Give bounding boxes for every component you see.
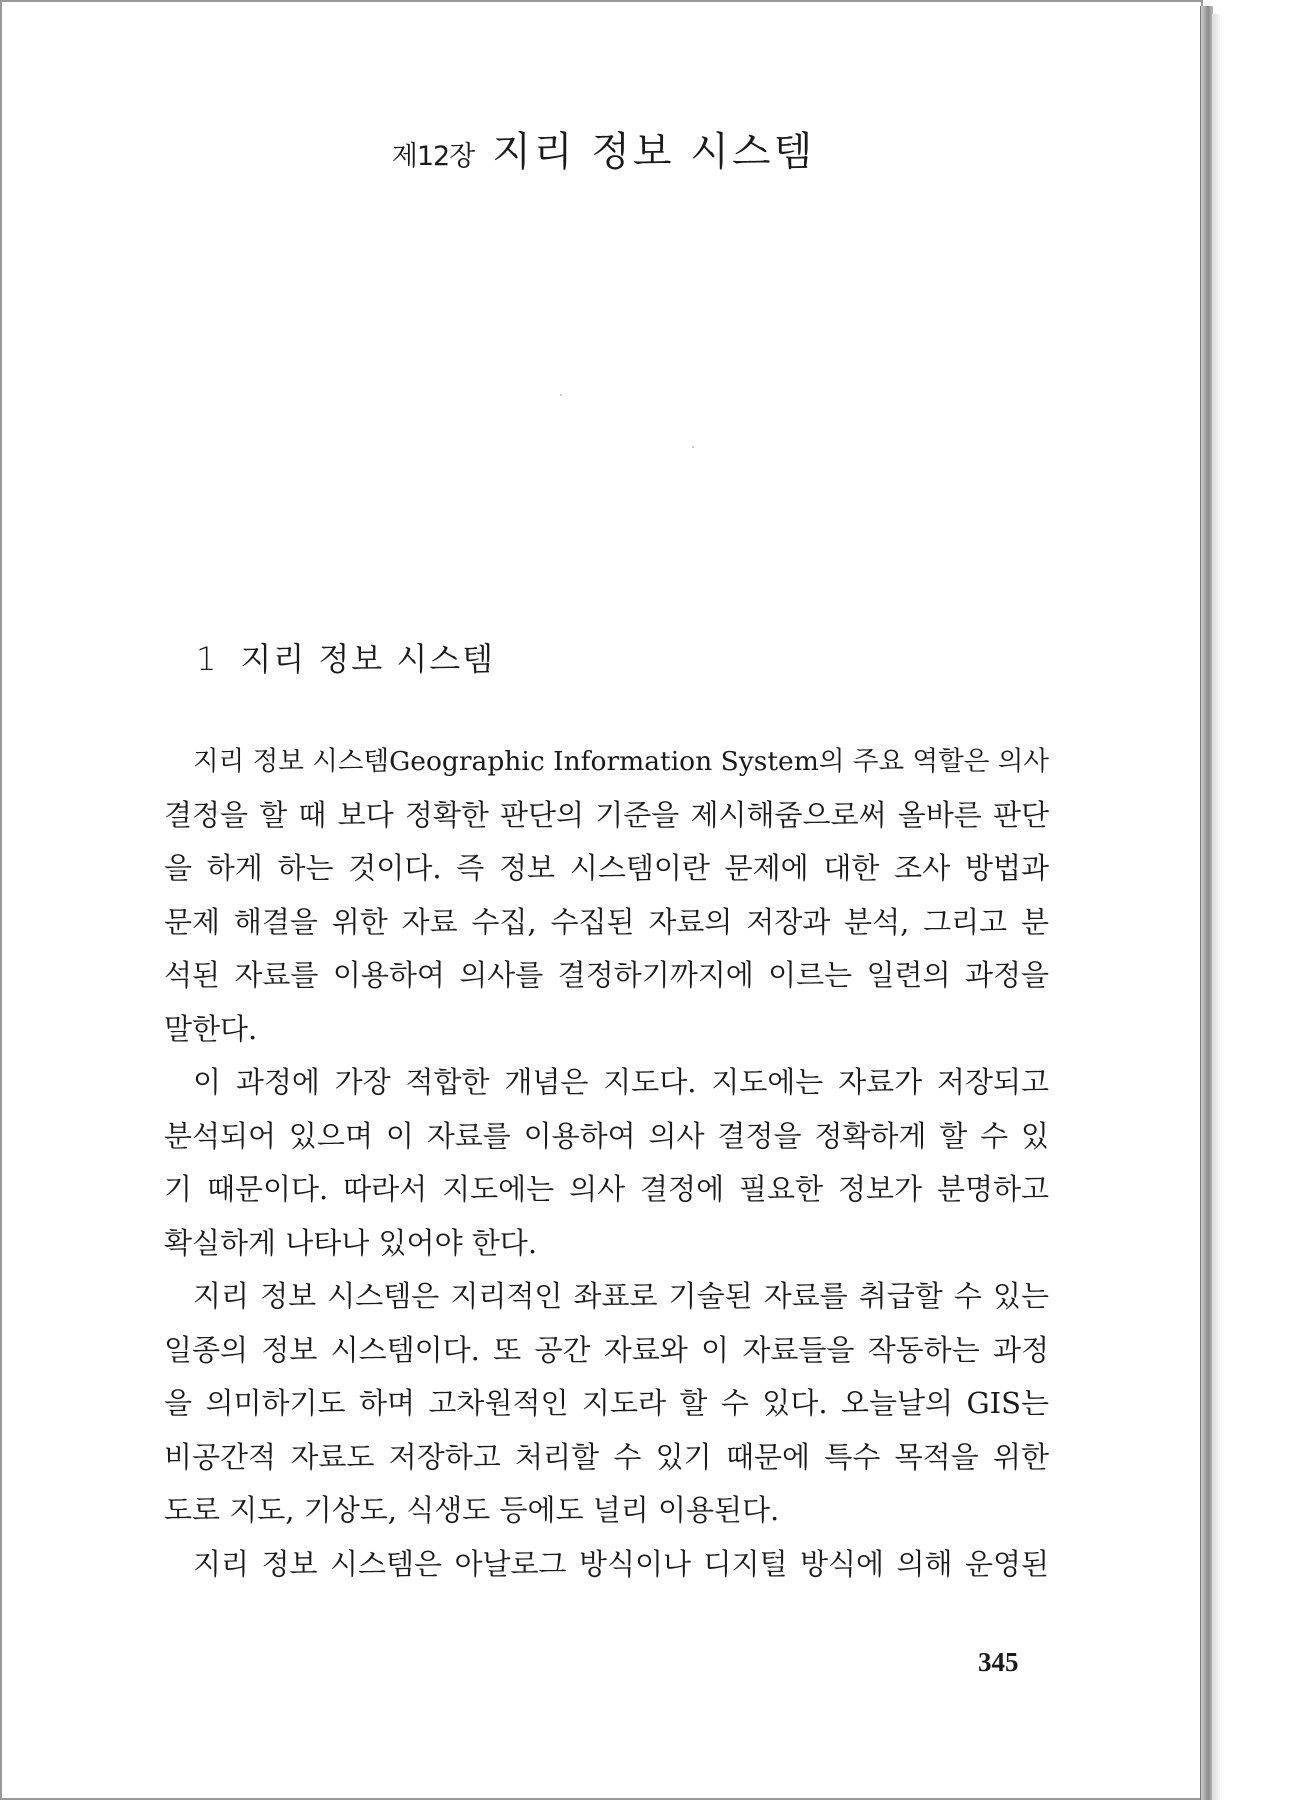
text-line: 지리 정보 시스템은 지리적인 좌표로 기술된 자료를 취급할 수 있는 [193, 1279, 1049, 1313]
text-line: 을 하게 하는 것이다. 즉 정보 시스템이란 문제에 대한 조사 방법과 [164, 851, 1049, 885]
chapter-name: 지리 정보 시스템 [492, 129, 816, 175]
text-line: 지리 정보 시스템은 아날로그 방식이나 디지털 방식에 의해 운영된 [193, 1546, 1049, 1581]
text-line: 결정을 할 때 보다 정확한 판단의 기준을 제시해줌으로써 올바른 판단 [164, 797, 1049, 832]
text-line: 석된 자료를 이용하여 의사를 결정하기까지에 이르는 일련의 과정을 [164, 958, 1049, 992]
text-line: 문제 해결을 위한 자료 수집, 수집된 자료의 저장과 분석, 그리고 분 [164, 904, 1049, 939]
section-title: 지리 정보 시스템 [240, 640, 496, 678]
text-line: 을 의미하기도 하며 고차원적인 지도라 할 수 있다. 오늘날의 GIS는 [164, 1386, 1049, 1420]
page-stack-shadow [1212, 14, 1220, 1800]
text-line: 분석되어 있으며 이 자료를 이용하여 의사 결정을 정확하게 할 수 있 [164, 1118, 1049, 1153]
text-line: 일종의 정보 시스템이다. 또 공간 자료와 이 자료들을 작동하는 과정 [164, 1332, 1049, 1367]
chapter-number: 제12장 [391, 141, 475, 172]
text-line: 비공간적 자료도 저장하고 처리할 수 있기 때문에 특수 목적을 위한 [164, 1439, 1049, 1474]
paper-speck [560, 394, 562, 396]
text-line: 지리 정보 시스템Geographic Information System의 주요 역할은 의사 [193, 746, 1049, 777]
chapter-title [2, 120, 1205, 177]
section-number: 1 [196, 640, 219, 678]
text-line: 이 과정에 가장 적합한 개념은 지도다. 지도에는 자료가 저장되고 [193, 1065, 1049, 1099]
text-line: 기 때문이다. 따라서 지도에는 의사 결정에 필요한 정보가 분명하고 [164, 1172, 1049, 1206]
body-text [164, 735, 1049, 1591]
text-line: 말한다. [164, 1011, 258, 1046]
text-line: 도로 지도, 기상도, 식생도 등에도 널리 이용된다. [164, 1493, 780, 1527]
page-number: 345 [978, 1647, 1019, 1677]
section-heading [196, 634, 495, 680]
text-line: 확실하게 나타나 있어야 한다. [164, 1225, 538, 1260]
paper-speck [692, 446, 694, 448]
